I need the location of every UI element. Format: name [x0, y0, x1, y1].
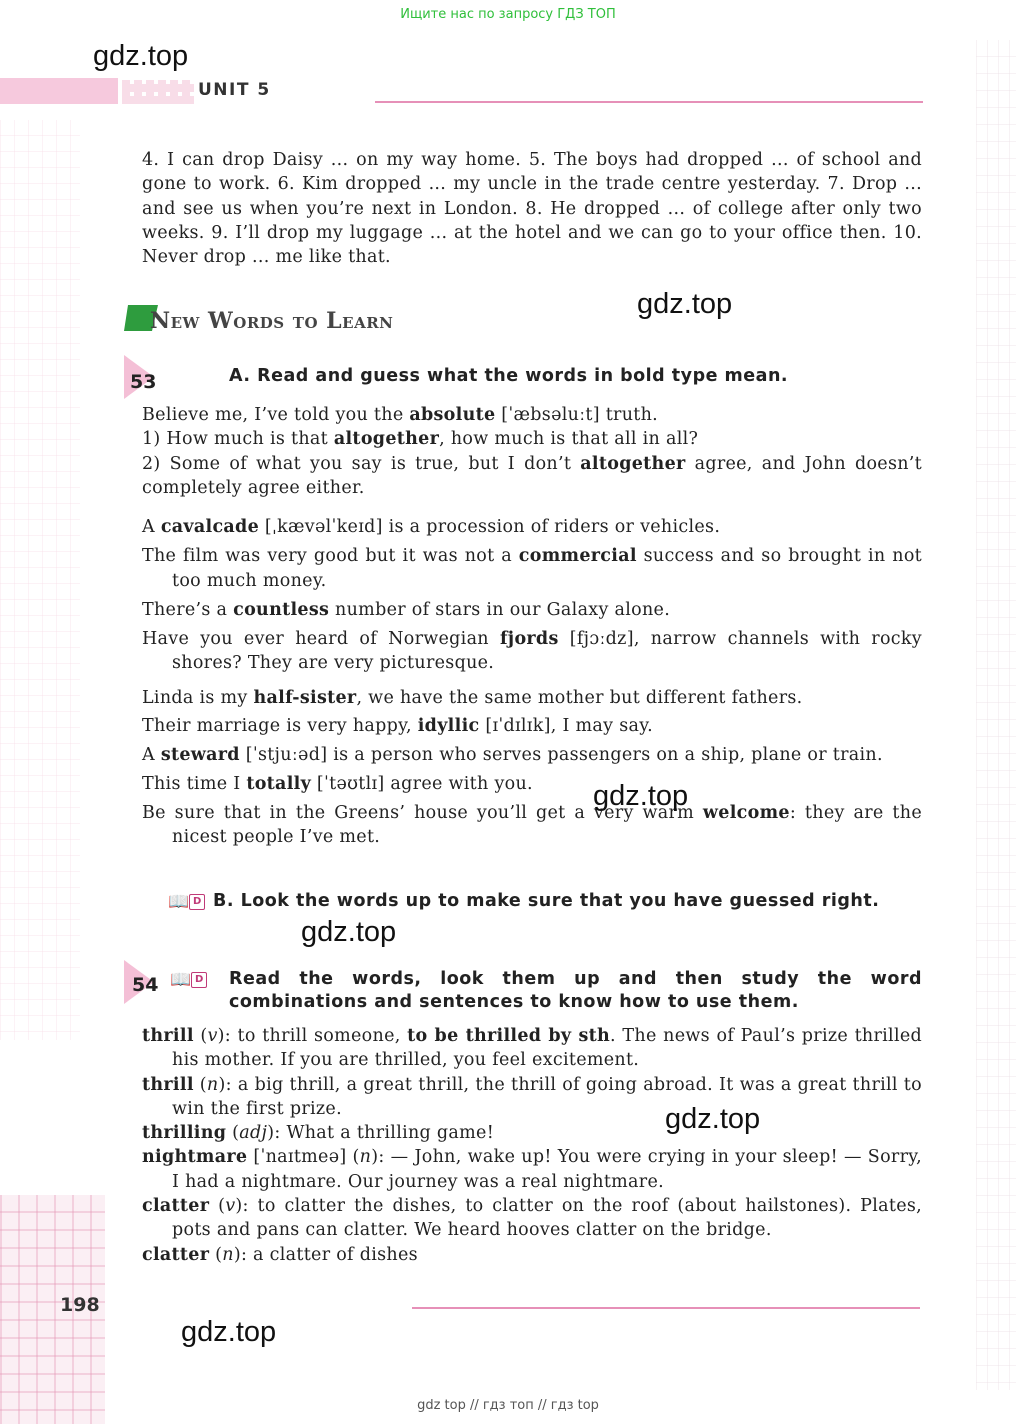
sentence: A steward [ˈstjuːəd] is a person who serves passengers on a ship, plane or train.	[142, 744, 883, 765]
sentence: A cavalcade [ˌkævəlˈkeɪd] is a procession of riders or vehicles.	[142, 517, 721, 537]
sentence: Believe me, I’ve told you the absolute [ˈæbsəluːt] truth.	[142, 405, 659, 425]
sentence: Their marriage is very happy, idyllic [ɪˈdɪlɪk], I may say.	[142, 716, 653, 737]
footer-links[interactable]: gdz top // гдз топ // гдз top	[417, 1398, 599, 1413]
entry: clatter (v): to clatter the dishes, to clatter on the roof (about hailstones). Plates, pots and pans can clatter. We heard hooves clatter on the bridge.	[142, 1196, 922, 1241]
sentence: Be sure that in the Greens’ house you’ll get a very warm welcome: they are the nicest people I’ve met.	[142, 802, 922, 848]
watermark: gdz.top	[93, 40, 189, 72]
ex53-group-1	[142, 403, 922, 500]
sentence: The film was very good but it was not a commercial success and so brought in not too much money.	[142, 546, 923, 591]
task-54-instruction: Read the words, look them up and then study the word combinations and sentences to know how to use them.	[229, 969, 922, 1012]
footer-rule	[412, 1307, 920, 1309]
watermark: gdz.top	[181, 1316, 277, 1348]
header-rule	[375, 101, 923, 103]
sentence: This time I totally [ˈtəʊtlɪ] agree with you.	[142, 773, 533, 794]
watermark: gdz.top	[637, 288, 733, 320]
sentence: 2) Some of what you say is true, but I don’t altogether agree, and John doesn’t completely agree either.	[142, 453, 922, 498]
task-b-instruction: B. Look the words up to make sure that you have guessed right.	[213, 891, 880, 911]
watermark: gdz.top	[593, 780, 689, 812]
entry: thrill (v): to thrill someone, to be thrilled by sth. The news of Paul’s prize thrilled his mother. If you are thrilled, you feel excitement.	[142, 1026, 922, 1071]
decorative-pattern-left	[0, 120, 80, 1040]
task-a-instruction: A. Read and guess what the words in bold type mean.	[229, 366, 789, 386]
watermark: gdz.top	[301, 916, 397, 948]
sentence: Linda is my half-sister, we have the same mother but different fathers.	[142, 688, 803, 708]
sentence: There’s a countless number of stars in our Galaxy alone.	[142, 599, 671, 620]
page-number: 198	[60, 1294, 100, 1316]
ex53-group-3	[142, 686, 922, 849]
dictionary-icon: 📖 D	[168, 892, 205, 912]
entry: clatter (n): a clatter of dishes	[142, 1244, 418, 1265]
header-dots	[122, 80, 194, 104]
section-title: New Words to Learn	[150, 308, 394, 334]
ex53-group-2	[142, 515, 922, 676]
entry: thrill (n): a big thrill, a great thrill, the thrill of going abroad. It was a great thrill to win the first prize.	[142, 1074, 922, 1119]
ex54-entries	[142, 1024, 922, 1267]
entry: thrilling (adj): What a thrilling game!	[142, 1123, 495, 1144]
dictionary-icon: 📖 D	[170, 970, 207, 990]
exercise-number: 54	[132, 974, 159, 996]
entry: nightmare [ˈnaɪtmeə] (n): — John, wake up! You were crying in your sleep! — Sorry, I had a nightmare. Our journey was a real nightmare.	[142, 1147, 922, 1192]
exercise-continuation: 4. I can drop Daisy ... on my way home. 5. The boys had dropped ... of school and gone to work. 6. Kim dropped ... my uncle in the trade centre yesterday. 7. Drop ... and see us when you’re next in London. 8. He dropped ... of college after only two weeks. 9. I’ll drop my luggage ... at the hotel and we can go to your office then. 10. Never drop ... me like that.	[142, 150, 922, 268]
sentence: Have you ever heard of Norwegian fjords [fjɔːdz], narrow channels with rocky shores? They are very picturesque.	[142, 629, 922, 674]
watermark: gdz.top	[665, 1103, 761, 1135]
exercise-number: 53	[130, 371, 157, 393]
header-band	[0, 78, 118, 104]
top-search-link[interactable]: Ищите нас по запросу ГДЗ ТОП	[400, 7, 616, 22]
unit-label: UNIT 5	[198, 80, 271, 100]
decorative-pattern-right	[976, 40, 1016, 1390]
sentence: 1) How much is that altogether, how much is that all in all?	[142, 429, 699, 450]
